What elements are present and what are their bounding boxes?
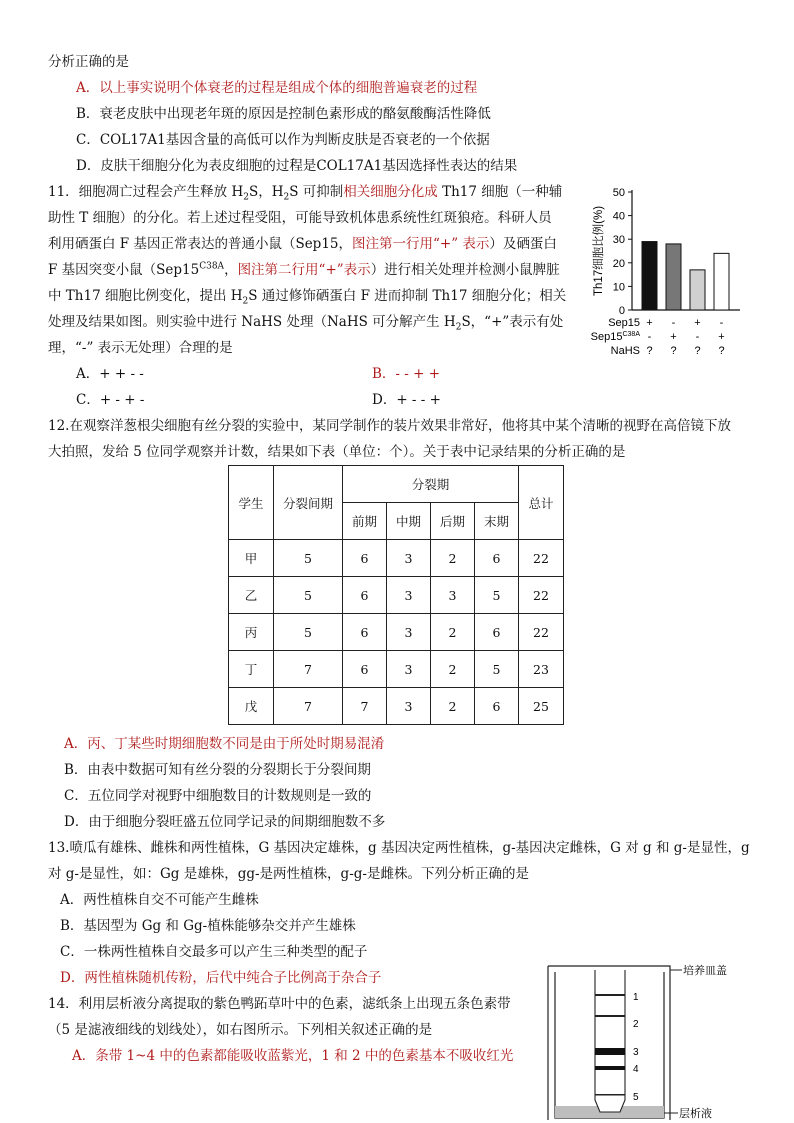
- treatment-row-label: Sep15: [608, 317, 640, 329]
- treatment-mark: ?: [694, 345, 701, 357]
- q11-line-6: 处理及结果如图。则实验中进行 NaHS 处理（NaHS 可分解产生 $H_2S$，“+”表示有处: [48, 314, 564, 333]
- q10-option-d: D．皮肤干细胞分化为表皮细胞的过程是COL17A1基因选择性表达的结果: [76, 158, 518, 174]
- treatment-mark: ?: [718, 345, 725, 357]
- table-row: [229, 651, 564, 688]
- table-cell: 2: [431, 688, 475, 725]
- treatment-mark: +: [646, 317, 653, 329]
- q11-line-5: 中 Th17 细胞比例变化，提出 $H_2S$ 通过修饰硒蛋白 F 进而抑制 Th17 细胞分化；相关: [48, 288, 567, 307]
- y-tick-label: 0: [618, 305, 625, 317]
- table-cell: 6: [475, 540, 519, 577]
- treatment-mark: -: [719, 317, 724, 329]
- header-prophase: 前期: [343, 503, 387, 540]
- header-metaphase: 中期: [387, 503, 431, 540]
- table-cell: 6: [343, 577, 387, 614]
- q11-line-7: 理，“-” 表示无处理）合理的是: [48, 340, 233, 356]
- filter-paper-strip: [595, 970, 625, 1112]
- y-tick-label: 20: [612, 257, 625, 270]
- band-label: 1: [633, 992, 639, 1003]
- bar-4: [714, 253, 729, 310]
- table-cell: 5: [475, 651, 519, 688]
- table-cell: 3: [431, 577, 475, 614]
- q12-line-2: 大拍照，发给 5 位同学观察并计数，结果如下表（单位：个）。关于表中记录结果的分析正确的是: [48, 444, 626, 460]
- q14-option-a: A．条带 1~4 中的色素都能吸收蓝紫光，1 和 2 中的色素基本不吸收红光: [72, 1048, 514, 1064]
- header-total: 总计: [519, 466, 564, 540]
- table-cell: 甲: [229, 540, 274, 577]
- table-cell: 25: [519, 688, 564, 725]
- treatment-mark: -: [671, 317, 676, 329]
- table-cell: 7: [343, 688, 387, 725]
- q13-option-d: D．两性植株随机传粉，后代中纯合子比例高于杂合子: [60, 970, 382, 986]
- band-label: 4: [633, 1064, 639, 1075]
- treatment-mark: ?: [670, 345, 677, 357]
- table-cell: 3: [387, 688, 431, 725]
- treatment-mark: +: [694, 317, 701, 329]
- treatment-mark: +: [670, 331, 677, 343]
- lid-label: 培养皿盖: [683, 965, 727, 977]
- th17-bar-chart: [580, 180, 760, 370]
- table-row: [229, 614, 564, 651]
- table-row: [229, 577, 564, 614]
- q11-line-3: 利用硒蛋白 F 基因正常表达的普通小鼠（Sep15，图注第一行用“+” 表示）及硒蛋白: [48, 236, 557, 252]
- table-cell: 6: [343, 614, 387, 651]
- pigment-band-1: [595, 994, 625, 996]
- q13-line-2: 对 g-是显性，如：Gg 是雄株，gg-是两性植株，g-g-是雌株。下列分析正确的是: [48, 866, 529, 882]
- q12-line-1: 12.在观察洋葱根尖细胞有丝分裂的实验中，某同学制作的装片效果非常好，他将其中某个清晰的视野在高倍镜下放: [48, 418, 731, 434]
- table-cell: 22: [519, 614, 564, 651]
- table-cell: 3: [387, 577, 431, 614]
- q13-option-a: A．两性植株自交不可能产生雌株: [60, 892, 259, 908]
- treatment-mark: -: [695, 331, 700, 343]
- pigment-band-3: [595, 1048, 625, 1055]
- band-label: 3: [633, 1047, 639, 1058]
- cell-count-table: [228, 465, 564, 725]
- table-cell: 3: [387, 651, 431, 688]
- table-cell: 5: [274, 540, 343, 577]
- pigment-band-2: [595, 1015, 625, 1017]
- header-mitosis: 分裂期: [343, 466, 519, 503]
- bar-1: [642, 242, 657, 310]
- table-row: [229, 540, 564, 577]
- q10-option-c: C．COL17A1基因含量的高低可以作为判断皮肤是否衰老的一个依据: [76, 132, 490, 148]
- table-cell: 丙: [229, 614, 274, 651]
- band-label: 5: [633, 1092, 639, 1103]
- treatment-mark: +: [718, 331, 725, 343]
- treatment-mark: ?: [646, 345, 653, 357]
- table-cell: 6: [343, 651, 387, 688]
- table-cell: 6: [343, 540, 387, 577]
- y-axis-label: Th17细胞比例(%): [593, 205, 605, 297]
- treatment-mark: -: [647, 331, 652, 343]
- table-cell: 7: [274, 651, 343, 688]
- q10-option-a: A．以上事实说明个体衰老的过程是组成个体的细胞普遍衰老的过程: [76, 80, 478, 96]
- table-cell: 5: [475, 577, 519, 614]
- table-cell: 乙: [229, 577, 274, 614]
- pigment-band-5: [595, 1094, 625, 1096]
- table-cell: 5: [274, 577, 343, 614]
- q13-line-1: 13.喷瓜有雄株、雌株和两性植株，G 基因决定雄株，g 基因决定两性植株，g-基因决定雌株，G 对 g 和 g-是显性，g: [48, 840, 750, 856]
- table-cell: 22: [519, 577, 564, 614]
- treatment-row-label: $Sep15^{C38A}$: [590, 331, 640, 343]
- table-cell: 2: [431, 614, 475, 651]
- table-cell: 22: [519, 540, 564, 577]
- q10-option-b: B．衰老皮肤中出现老年斑的原因是控制色素形成的酪氨酸酶活性降低: [76, 106, 491, 122]
- table-cell: 2: [431, 651, 475, 688]
- y-tick-label: 10: [612, 281, 625, 294]
- y-tick-label: 40: [612, 210, 625, 223]
- table-cell: 5: [274, 614, 343, 651]
- table-cell: 3: [387, 540, 431, 577]
- bar-3: [690, 270, 705, 310]
- q14-line-2: （5 是滤液细线的划线处），如右图所示。下列相关叙述正确的是: [48, 1022, 433, 1038]
- q10-stem: 分析正确的是: [48, 54, 129, 70]
- q11-line-1: 11．细胞凋亡过程会产生释放 $H_2S$，$H_2S$ 可抑制相关细胞分化成 Th17 细胞（一种辅: [48, 184, 563, 203]
- q12-option-d: D．由于细胞分裂旺盛五位同学记录的间期细胞数不多: [64, 814, 386, 830]
- table-cell: 2: [431, 540, 475, 577]
- treatment-row-label-sup: C38A: [622, 331, 640, 338]
- treatment-row-label: NaHS: [610, 345, 640, 357]
- table-cell: 6: [475, 614, 519, 651]
- q11-line-2: 助性 T 细胞）的分化。若上述过程受阻，可能导致机体患系统性红斑狼疮。科研人员: [48, 210, 552, 226]
- header-interphase: 分裂间期: [274, 466, 343, 540]
- bar-2: [666, 244, 681, 310]
- y-tick-label: 50: [612, 187, 625, 199]
- q13-option-c: C．一株两性植株自交最多可以产生三种类型的配子: [60, 944, 368, 960]
- q13-option-b: B．基因型为 Gg 和 Gg-植株能够杂交并产生雄株: [60, 918, 356, 934]
- y-tick-label: 30: [612, 234, 625, 247]
- band-label: 2: [633, 1019, 639, 1030]
- table-cell: 丁: [229, 651, 274, 688]
- header-anaphase: 后期: [431, 503, 475, 540]
- q11-option-c: C．+ - + -: [76, 392, 145, 408]
- table-row: [229, 688, 564, 725]
- table-cell: 戊: [229, 688, 274, 725]
- q11-option-d: D．+ - - +: [372, 392, 441, 408]
- table-cell: 23: [519, 651, 564, 688]
- table-cell: 3: [387, 614, 431, 651]
- liquid-label: 层析液: [679, 1108, 712, 1120]
- table-cell: 7: [274, 688, 343, 725]
- pigment-band-4: [595, 1066, 625, 1070]
- q11-line-4: F 基因突变小鼠（$Sep15^{C38A}$，图注第二行用“+”表示）进行相关处理并检测小鼠脾脏: [48, 261, 560, 278]
- q11-option-a: A．+ + - -: [76, 366, 144, 382]
- header-student: 学生: [229, 466, 274, 540]
- q12-option-b: B．由表中数据可知有丝分裂的分裂期长于分裂间期: [64, 762, 371, 778]
- q14-line-1: 14．利用层析液分离提取的紫色鸭跖草叶中的色素，滤纸条上出现五条色素带: [48, 996, 511, 1012]
- q11-option-b: B．- - + +: [372, 366, 441, 382]
- chromatography-figure: [540, 960, 780, 1123]
- table-cell: 6: [475, 688, 519, 725]
- q12-option-a: A．丙、丁某些时期细胞数不同是由于所处时期易混淆: [64, 736, 385, 752]
- q12-option-c: C．五位同学对视野中细胞数目的计数规则是一致的: [64, 788, 372, 804]
- header-telophase: 末期: [475, 503, 519, 540]
